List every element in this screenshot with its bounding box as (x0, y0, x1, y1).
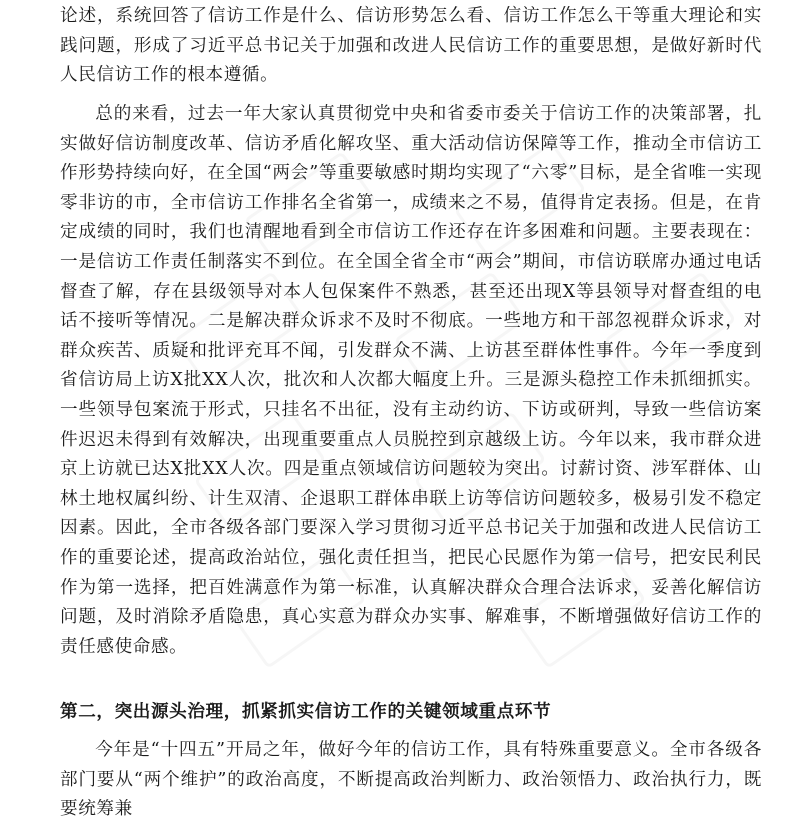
section-heading-second: 第二，突出源头治理，抓紧抓实信访工作的关键领域重点环节 (60, 702, 552, 722)
paragraph-summary: 总的来看，过去一年大家认真贯彻党中央和省委市委关于信访工作的决策部署，扎实做好信访制度改革、信访矛盾化解攻坚、重大活动信访保障等工作，推动全市信访工作形势持续向好，在全国“两会”等重要敏感时期均实现了“六零”目标，是全省唯一实现零非访的市，全市信访工作排名全省第一，成绩来之不易，值得肯定表扬。但是，在肯定成绩的同时，我们也清醒地看到全市信访工作还存在许多困难和问题。主要表现在：一是信访工作责任制落实不到位。在全国全省全市“两会”期间，市信访联席办通过电话督查了解，存在县级领导对本人包保案件不熟悉，甚至还出现X等县领导对督查组的电话不接听等情况。二是解决群众诉求不及时不彻底。一些地方和干部忽视群众诉求，对群众疾苦、质疑和批评充耳不闻，引发群众不满、上访甚至群体性事件。今年一季度到省信访局上访X批XX人次，批次和人次都大幅度上升。三是源头稳控工作未抓细抓实。一些领导包案流于形式，只挂名不出征，没有主动约访、下访或研判，导致一些信访案件迟迟未得到有效解决，出现重要重点人员脱控到京越级上访。今年以来，我市群众进京上访就已达X批XX人次。四是重点领域信访问题较为突出。讨薪讨资、涉军群体、山林土地权属纠纷、计生双清、企退职工群体串联上访等信访问题较多，极易引发不稳定因素。因此，全市各级各部门要深入学习贯彻习近平总书记关于加强和改进人民信访工作的重要论述，提高政治站位，强化责任担当，把民心民愿作为第一信号，把安民利民作为第一选择，把百姓满意作为第一标准，认真解决群众合理合法诉求，妥善化解信访问题，及时消除矛盾隐患，真心实意为群众办实事、解难事，不断增强做好信访工作的责任感使命感。 (60, 104, 762, 657)
paragraph-intro-tail: 论述，系统回答了信访工作是什么、信访形势怎么看、信访工作怎么干等重大理论和实践问题，形成了习近平总书记关于加强和改进人民信访工作的重要思想，是做好新时代人民信访工作的根本遵循。 (60, 6, 762, 86)
paragraph-second-intro: 今年是“十四五”开局之年，做好今年的信访工作，具有特殊重要意义。全市各级各部门要从“两个维护”的政治高度，不断提高政治判断力、政治领悟力、政治执行力，既要统筹兼 (60, 740, 762, 820)
